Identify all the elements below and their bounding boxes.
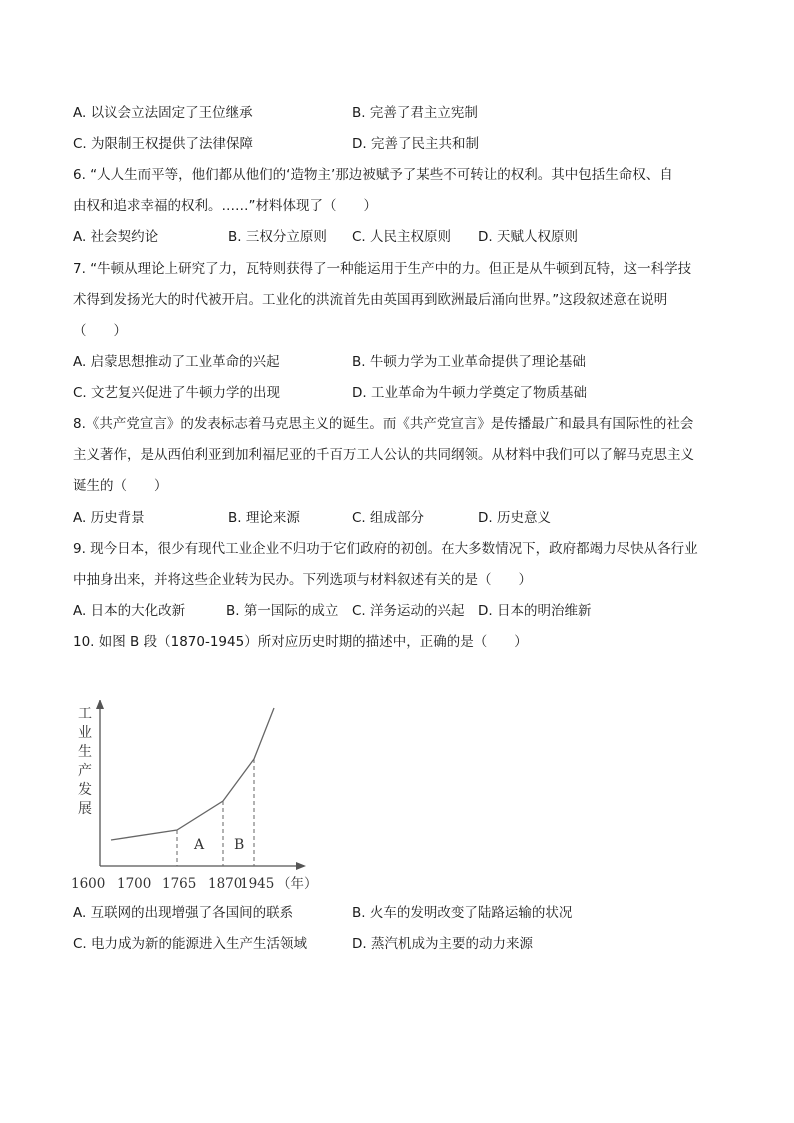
q5-option-a[interactable]: A. 以议会立法固定了王位继承	[73, 105, 253, 121]
q10-option-b[interactable]: B. 火车的发明改变了陆路运输的状况	[352, 905, 573, 921]
y-axis-label-char: 业	[78, 725, 92, 741]
q9-option-c[interactable]: C. 洋务运动的兴起	[352, 603, 465, 619]
q5-option-b[interactable]: B. 完善了君主立宪制	[352, 105, 478, 121]
y-axis-label-char: 产	[78, 763, 92, 779]
q6-option-d[interactable]: D. 天赋人权原则	[478, 229, 578, 245]
q8-stem-line-3: 诞生的（ ）	[73, 478, 168, 494]
y-axis-label	[78, 706, 92, 817]
q5-option-c[interactable]: C. 为限制王权提供了法律保障	[73, 136, 254, 152]
q8-option-a[interactable]: A. 历史背景	[73, 510, 145, 526]
q6-stem-line-1: 6. “人人生而平等，他们都从他们的‘造物主’那边被赋予了某些不可转让的权利。其中包括生命权、自	[73, 167, 673, 183]
q7-option-d[interactable]: D. 工业革命为牛顿力学奠定了物质基础	[352, 385, 587, 401]
q8-option-c[interactable]: C. 组成部分	[352, 510, 425, 526]
q7-option-a[interactable]: A. 启蒙思想推动了工业革命的兴起	[73, 354, 280, 370]
q8-option-d[interactable]: D. 历史意义	[478, 510, 551, 526]
q7-stem-line-2: 术得到发扬光大的时代被开启。工业化的洪流首先由英国再到欧洲最后涌向世界。”这段叙述意在说明	[73, 292, 668, 308]
q6-option-c[interactable]: C. 人民主权原则	[352, 229, 452, 245]
q7-stem-line-3: （ ）	[73, 323, 127, 339]
q6-stem-line-2: 由权和追求幸福的权利。……”材料体现了（ ）	[73, 198, 377, 214]
q10-option-d[interactable]: D. 蒸汽机成为主要的动力来源	[352, 936, 533, 952]
x-axis-unit: （年）	[277, 876, 318, 892]
y-axis-arrow	[96, 700, 104, 709]
y-axis-label-char: 发	[78, 782, 92, 798]
q7-stem-line-1: 7. “牛顿从理论上研究了力，瓦特则获得了一种能运用于生产中的力。但正是从牛顿到瓦特，这一科学技	[73, 261, 692, 277]
q7-option-b[interactable]: B. 牛顿力学为工业革命提供了理论基础	[352, 354, 586, 370]
q10-option-a[interactable]: A. 互联网的出现增强了各国间的联系	[73, 905, 294, 921]
q9-stem-line-1: 9. 现今日本，很少有现代工业企业不归功于它们政府的初创。在大多数情况下，政府都竭力尽快从各行业	[73, 541, 698, 557]
q9-stem-line-2: 中抽身出来，并将这些企业转为民办。下列选项与材料叙述有关的是（ ）	[73, 572, 532, 588]
segment-label-b: B	[234, 837, 245, 853]
x-tick-1945: 1945	[240, 876, 275, 892]
y-axis-label-char: 生	[78, 744, 92, 760]
q7-option-c[interactable]: C. 文艺复兴促进了牛顿力学的出现	[73, 385, 281, 401]
x-tick-1870: 1870	[208, 876, 243, 892]
q9-option-b[interactable]: B. 第一国际的成立	[226, 603, 339, 619]
x-axis-arrow	[296, 862, 306, 870]
q8-stem-line-1: 8.《共产党宣言》的发表标志着马克思主义的诞生。而《共产党宣言》是传播最广和最具有国际性的社会	[73, 416, 694, 432]
growth-curve	[111, 708, 274, 840]
q9-option-d[interactable]: D. 日本的明治维新	[478, 603, 592, 619]
x-tick-1700: 1700	[117, 876, 152, 892]
q8-option-b[interactable]: B. 理论来源	[228, 510, 300, 526]
industrial-growth-chart	[66, 700, 336, 895]
segment-label-a: A	[194, 837, 205, 853]
q10-option-c[interactable]: C. 电力成为新的能源进入生产生活领域	[73, 936, 308, 952]
q5-option-d[interactable]: D. 完善了民主共和制	[352, 136, 479, 152]
x-tick-1600: 1600	[71, 876, 106, 892]
x-tick-1765: 1765	[162, 876, 197, 892]
q6-option-a[interactable]: A. 社会契约论	[73, 229, 159, 245]
q10-stem-line-1: 10. 如图 B 段（1870-1945）所对应历史时期的描述中，正确的是（ ）	[73, 634, 528, 650]
q8-stem-line-2: 主义著作，是从西伯利亚到加利福尼亚的千百万工人公认的共同纲领。从材料中我们可以了解马克思主义	[73, 447, 694, 463]
q6-option-b[interactable]: B. 三权分立原则	[228, 229, 327, 245]
y-axis-label-char: 展	[78, 801, 92, 817]
y-axis-label-char: 工	[78, 706, 92, 722]
q9-option-a[interactable]: A. 日本的大化改新	[73, 603, 186, 619]
